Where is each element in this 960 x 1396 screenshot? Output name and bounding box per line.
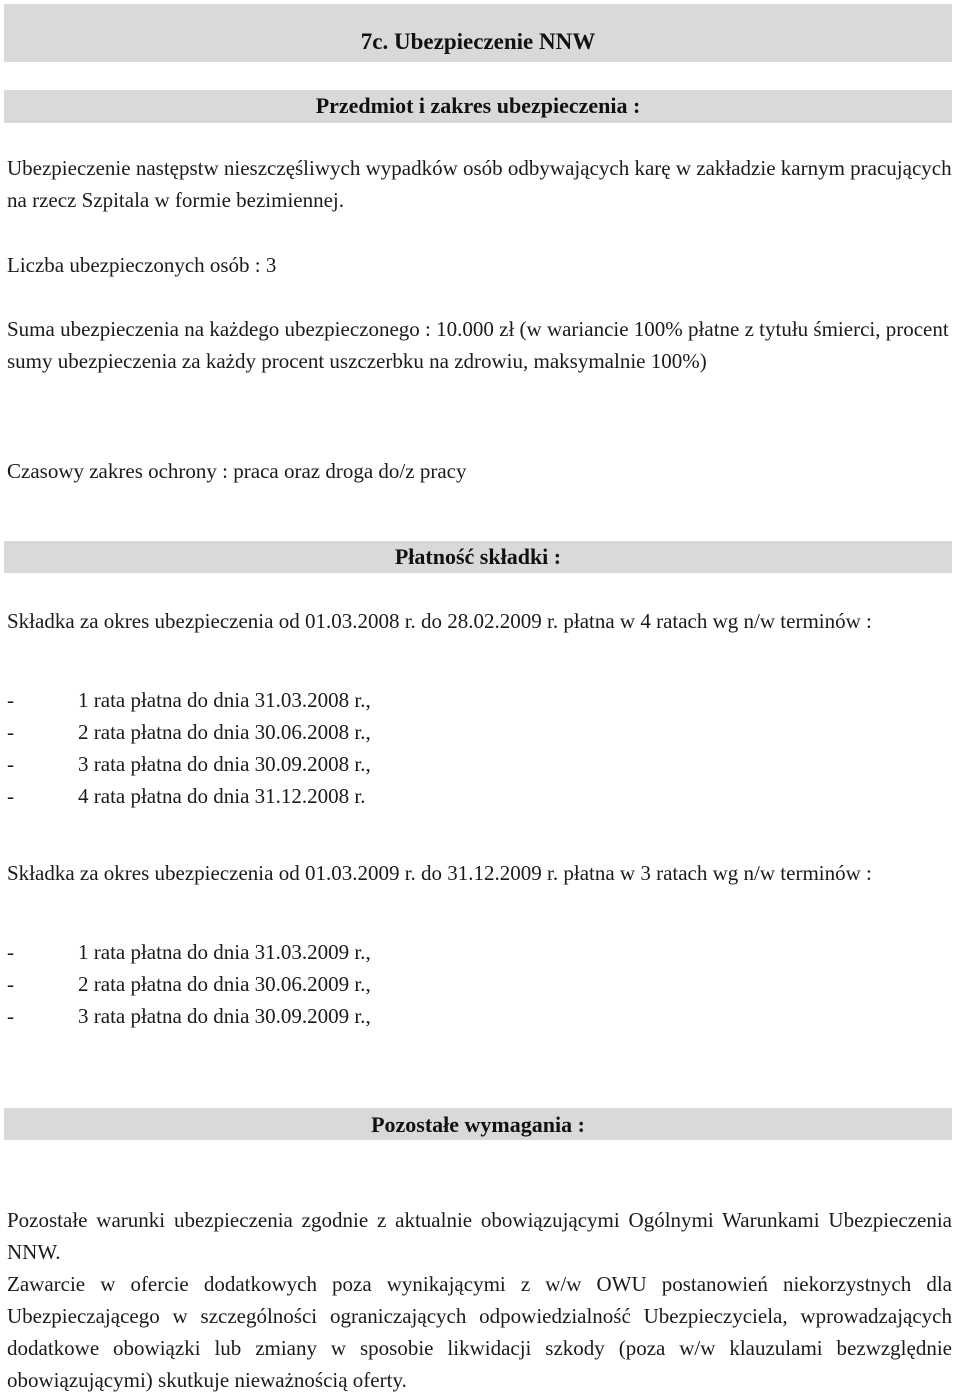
payment-period-2: Składka za okres ubezpieczenia od 01.03.2009 r. do 31.12.2009 r. płatna w 3 ratach wg n/w terminów : (7, 861, 872, 885)
subject-description: Ubezpieczenie następstw nieszczęśliwych wypadków osób odbywających karę w zakładzie karnym pracujących na rzecz Szpitala w formie bezimiennej. (7, 156, 952, 212)
insured-count: Liczba ubezpieczonych osób : 3 (7, 253, 277, 277)
section-heading-other: Pozostałe wymagania : (4, 1108, 952, 1140)
payment-period-1: Składka za okres ubezpieczenia od 01.03.2008 r. do 28.02.2009 r. płatna w 4 ratach wg n/w terminów : (7, 609, 872, 633)
list-item: - 1 rata płatna do dnia 31.03.2008 r., (7, 688, 371, 712)
time-scope: Czasowy zakres ochrony : praca oraz droga do/z pracy (7, 459, 467, 483)
section-heading-subject: Przedmiot i zakres ubezpieczenia : (4, 90, 952, 123)
list-item: - 1 rata płatna do dnia 31.03.2009 r., (7, 940, 371, 964)
list-item: - 3 rata płatna do dnia 30.09.2009 r., (7, 1004, 371, 1028)
document-title: 7c. Ubezpieczenie NNW (4, 4, 952, 62)
other-clauses: Zawarcie w ofercie dodatkowych poza wynikającymi z w/w OWU postanowień niekorzystnych dla Ubezpieczającego w szczególności ograniczających odpowiedzialność Ubezpieczyciela, wprowadzających dodatkowe obowiązki lub zmiany w sposobie likwidacji szkody (poza w/w klauzulami bezwzględnie obowiązującymi) skutkuje nieważnością oferty. (7, 1272, 952, 1392)
other-conditions: Pozostałe warunki ubezpieczenia zgodnie z aktualnie obowiązującymi Ogólnymi Warunkami Ubezpieczenia NNW. (7, 1208, 952, 1264)
sum-insured: Suma ubezpieczenia na każdego ubezpieczonego : 10.000 zł (w wariancie 100% płatne z tytułu śmierci, procent sumy ubezpieczenia za każdy procent uszczerbku na zdrowiu, maksymalnie 100%) (7, 317, 949, 373)
installment-list-2 (7, 936, 952, 1032)
list-item: - 4 rata płatna do dnia 31.12.2008 r. (7, 784, 366, 808)
list-item: - 2 rata płatna do dnia 30.06.2009 r., (7, 972, 371, 996)
list-item: - 3 rata płatna do dnia 30.09.2008 r., (7, 752, 371, 776)
list-item: - 2 rata płatna do dnia 30.06.2008 r., (7, 720, 371, 744)
section-heading-payment: Płatność składki : (4, 541, 952, 573)
installment-list-1 (7, 684, 952, 812)
